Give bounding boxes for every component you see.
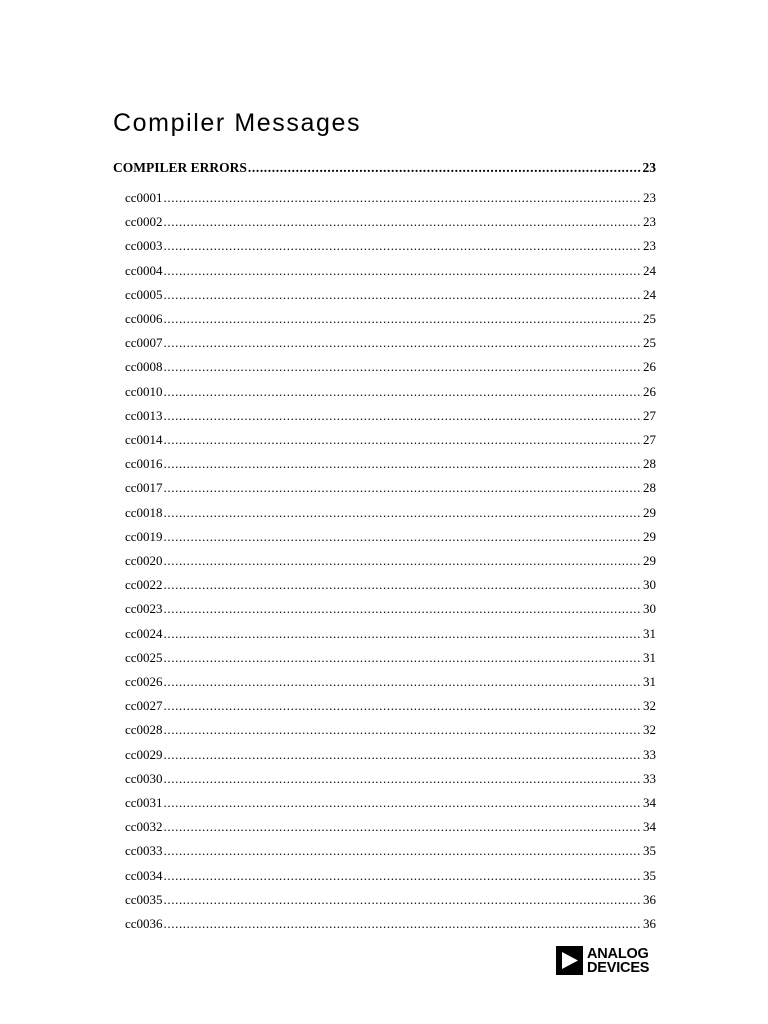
toc-item-page: 26 (643, 359, 656, 375)
toc-leader-dots (164, 698, 642, 714)
toc-item-label: cc0033 (125, 843, 163, 859)
toc-item-page: 36 (643, 916, 656, 931)
toc-item-label: cc0024 (125, 625, 163, 641)
toc-leader-dots (164, 795, 642, 811)
toc-item-label: cc0018 (125, 504, 163, 520)
toc-item-page: 25 (643, 311, 656, 326)
toc-leader-dots (164, 190, 642, 206)
toc-item-cc0036[interactable] (125, 916, 656, 932)
toc-item-page: 31 (643, 625, 656, 641)
toc-item-label: cc0007 (125, 335, 163, 351)
toc-item-cc0026[interactable] (125, 674, 656, 690)
toc-item-page: 28 (643, 480, 656, 496)
logo-line1: ANALOG (587, 945, 649, 962)
toc-item-page: 25 (643, 335, 656, 351)
toc-leader-dots (164, 577, 642, 593)
toc-leader-dots (164, 456, 642, 472)
toc-item-label: cc0026 (125, 674, 163, 689)
toc-leader-dots (164, 722, 642, 738)
toc-leader-dots (164, 384, 642, 400)
toc-item-label: cc0003 (125, 238, 163, 254)
toc-item-cc0006[interactable] (125, 311, 656, 327)
toc-item-label: cc0019 (125, 528, 163, 544)
toc-item-cc0014[interactable] (125, 432, 656, 448)
logo-wordmark (587, 947, 649, 975)
toc-item-cc0033[interactable] (125, 843, 656, 859)
toc-item-page: 29 (643, 504, 656, 520)
toc-leader-dots (164, 335, 642, 351)
toc-leader-dots (164, 311, 642, 327)
toc-item-label: cc0008 (125, 359, 163, 375)
toc-leader-dots (164, 359, 642, 375)
toc-item-label: cc0032 (125, 819, 163, 835)
analog-devices-triangle-icon (556, 946, 583, 975)
toc-item-cc0019[interactable] (125, 529, 656, 545)
toc-item-label: cc0031 (125, 795, 163, 810)
toc-leader-dots (164, 214, 642, 230)
toc-item-cc0034[interactable] (125, 868, 656, 884)
toc-item-page: 34 (643, 819, 656, 835)
toc-item-page: 28 (643, 456, 656, 472)
toc-leader-dots (248, 160, 642, 176)
toc-item-cc0024[interactable] (125, 626, 656, 642)
toc-item-page: 31 (643, 674, 656, 689)
toc-item-cc0004[interactable] (125, 263, 656, 279)
toc-item-label: cc0017 (125, 480, 163, 496)
toc-leader-dots (164, 819, 642, 835)
toc-item-cc0016[interactable] (125, 456, 656, 472)
toc-item-label: cc0005 (125, 286, 163, 302)
toc-item-label: cc0022 (125, 577, 163, 593)
toc-item-label: cc0014 (125, 432, 163, 447)
toc-item-label: cc0035 (125, 891, 163, 907)
toc-leader-dots (164, 892, 642, 908)
toc-item-page: 27 (643, 432, 656, 447)
analog-devices-logo (556, 946, 649, 975)
toc-item-page: 29 (643, 528, 656, 544)
toc-leader-dots (164, 601, 642, 617)
toc-item-page: 35 (643, 843, 656, 859)
toc-item-label: cc0006 (125, 311, 163, 326)
toc-item-label: cc0027 (125, 698, 163, 714)
toc-item-cc0005[interactable] (125, 287, 656, 303)
toc-item-label: cc0029 (125, 746, 163, 762)
toc-leader-dots (164, 263, 642, 279)
toc-item-page: 23 (643, 238, 656, 254)
toc-section-label: COMPILER ERRORS (113, 160, 247, 175)
toc-item-page: 24 (643, 286, 656, 302)
toc-item-label: cc0002 (125, 214, 163, 230)
toc-item-cc0023[interactable] (125, 601, 656, 617)
toc-leader-dots (164, 553, 642, 569)
toc-item-cc0022[interactable] (125, 577, 656, 593)
toc-item-cc0025[interactable] (125, 650, 656, 666)
toc-item-cc0028[interactable] (125, 722, 656, 738)
toc-item-page: 32 (643, 722, 656, 738)
toc-item-label: cc0023 (125, 601, 163, 617)
toc-item-cc0030[interactable] (125, 771, 656, 787)
toc-item-cc0007[interactable] (125, 335, 656, 351)
toc-item-cc0032[interactable] (125, 819, 656, 835)
toc-item-cc0029[interactable] (125, 747, 656, 763)
toc-item-page: 29 (643, 553, 656, 568)
toc-item-label: cc0016 (125, 456, 163, 472)
toc-item-cc0031[interactable] (125, 795, 656, 811)
toc-leader-dots (164, 480, 642, 496)
toc-leader-dots (164, 868, 642, 884)
toc-leader-dots (164, 505, 642, 521)
toc-item-cc0008[interactable] (125, 359, 656, 375)
toc-item-cc0001[interactable] (125, 190, 656, 206)
toc-item-page: 23 (643, 214, 656, 230)
toc-item-page: 31 (643, 649, 656, 665)
toc-leader-dots (164, 771, 642, 787)
toc-item-label: cc0034 (125, 867, 163, 883)
toc-item-page: 35 (643, 867, 656, 883)
toc-leader-dots (164, 432, 642, 448)
toc-item-cc0018[interactable] (125, 505, 656, 521)
toc-item-cc0013[interactable] (125, 408, 656, 424)
toc-item-page: 26 (643, 383, 656, 399)
toc-leader-dots (164, 408, 642, 424)
toc-leader-dots (164, 747, 642, 763)
toc-leader-dots (164, 529, 642, 545)
toc-item-page: 30 (643, 601, 656, 617)
toc-item-label: cc0020 (125, 553, 163, 568)
page-title: Compiler Messages (113, 109, 362, 137)
toc-item-cc0017[interactable] (125, 480, 656, 496)
toc-item-label: cc0004 (125, 262, 163, 278)
toc-item-label: cc0010 (125, 383, 163, 399)
toc-item-page: 34 (643, 795, 656, 810)
logo-line2: DEVICES (587, 959, 650, 976)
toc-item-page: 30 (643, 577, 656, 593)
toc-item-cc0035[interactable] (125, 892, 656, 908)
toc-item-label: cc0025 (125, 649, 163, 665)
toc-item-cc0020[interactable] (125, 553, 656, 569)
toc-item-page: 24 (643, 262, 656, 278)
toc-item-label: cc0028 (125, 722, 163, 738)
toc-item-page: 27 (643, 407, 656, 423)
toc-item-cc0010[interactable] (125, 384, 656, 400)
toc-leader-dots (164, 626, 642, 642)
toc-leader-dots (164, 843, 642, 859)
toc-item-page: 33 (643, 746, 656, 762)
toc-leader-dots (164, 916, 642, 932)
toc-section-page: 23 (642, 160, 656, 175)
toc-leader-dots (164, 287, 642, 303)
toc-item-cc0027[interactable] (125, 698, 656, 714)
toc-item-cc0003[interactable] (125, 238, 656, 254)
toc-item-page: 33 (643, 770, 656, 786)
toc-item-cc0002[interactable] (125, 214, 656, 230)
toc-item-page: 36 (643, 891, 656, 907)
toc-leader-dots (164, 650, 642, 666)
toc-section-compiler-errors[interactable] (113, 160, 656, 176)
toc-leader-dots (164, 238, 642, 254)
toc-item-page: 23 (643, 190, 656, 205)
toc-leader-dots (164, 674, 642, 690)
toc-item-label: cc0030 (125, 770, 163, 786)
toc-item-page: 32 (643, 698, 656, 714)
toc-item-label: cc0001 (125, 190, 163, 205)
toc-item-label: cc0013 (125, 407, 163, 423)
toc-item-label: cc0036 (125, 916, 163, 931)
